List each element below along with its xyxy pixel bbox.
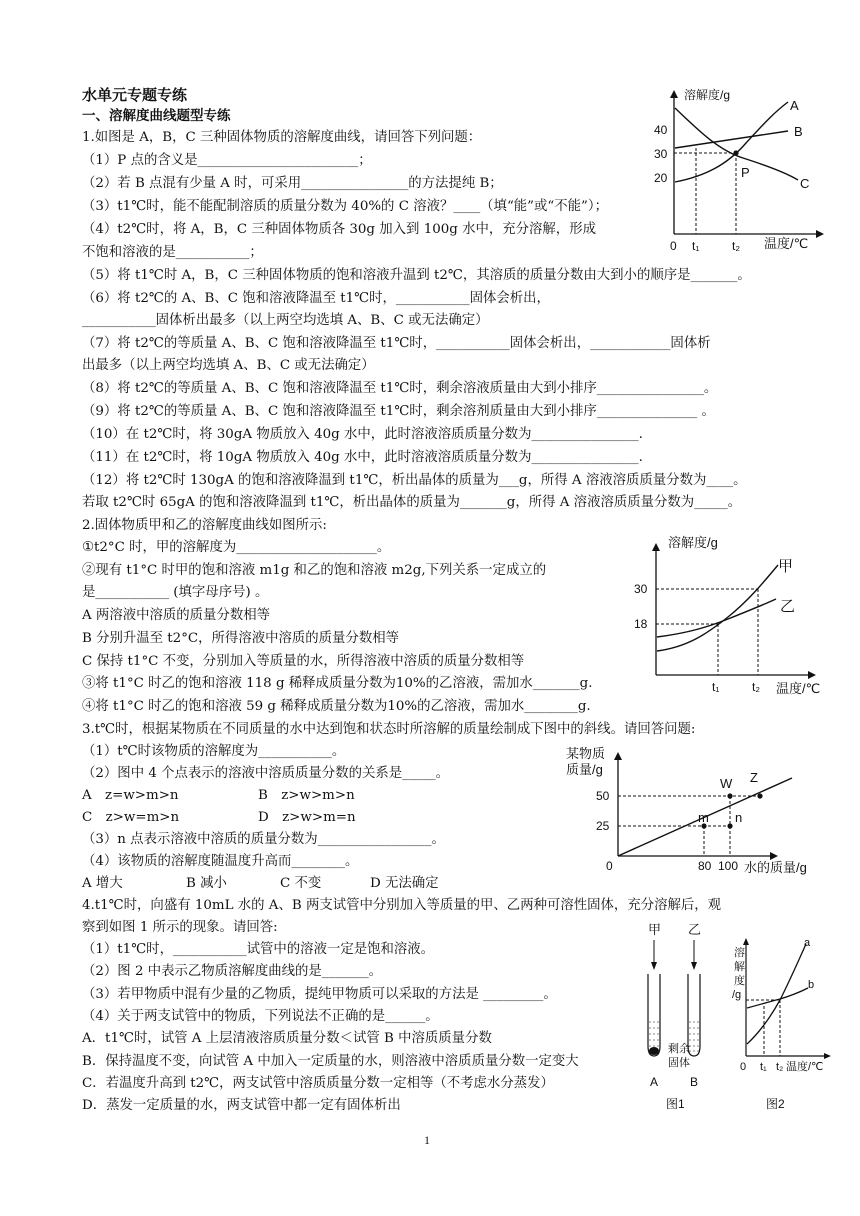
tube-label-b: B [690,1075,699,1089]
q1-line-7a: （7）将 t2℃的等质量 A、B、C 饱和溶液降温至 t1℃时，___________固体会析出，____________固体析 [82,336,711,351]
tick-100: 100 [718,859,739,873]
curve-a [747,944,806,1044]
q1-line-10: （10）在 t2℃时，将 30gA 物质放入 40g 水中，此时溶液溶质质量分数为________________. [82,427,643,442]
tick-t2: t₂ [776,1061,784,1073]
q2-line-4: ④将 t1°C 时乙的饱和溶液 59 g 稀释成质量分数为10%的乙溶液，需加水________g. [82,699,591,714]
label-a: a [804,937,811,949]
q4-option-d: D．蒸发一定质量的水，两支试管中都一定有固体析出 [82,1098,401,1113]
tick-t2: t₂ [752,680,760,694]
solubility-chart-ab [732,932,836,1118]
q3-option-d: D z>w>m=n [258,810,356,825]
q4-option-c: C．若温度升高到 t2℃，两支试管中溶质质量分数一定相等（不考虑水分蒸发） [82,1076,554,1091]
q2-option-b: B 分别升温至 t2°C，所得溶液中溶质的质量分数相等 [82,631,400,646]
q3-choice-a: A 增大 [82,876,123,891]
label-n: n [735,810,743,825]
y-axis-label-2: 质量/g [566,762,603,777]
y-axis-label-1: 某物质 [566,746,606,761]
q1-line-2: （2）若 B 点混有少量 A 时，可采用________________的方法提纯 B； [82,176,503,191]
curve-jia [657,565,778,651]
x-axis-label: 水的质量/g [744,860,807,875]
label-b: b [808,979,815,991]
caption-fig1: 图1 [666,1097,685,1111]
label-jia: 甲 [778,558,794,575]
label-a: A [790,98,799,113]
x-axis-label: 温度/℃ [786,1061,824,1073]
label-b: B [794,124,803,139]
q4-line-2: （2）图 2 中表示乙物质溶解度曲线的是_______。 [82,964,383,979]
point-w [727,793,732,798]
q3-line-1: （1）t℃时该物质的溶解度为___________。 [82,744,346,759]
q3-stem: 3.t℃时，根据某物质在不同质量的水中达到饱和状态时所溶解的质量绘制成下图中的斜线。请回答问题: [82,722,696,737]
y-axis-label-3: 度 [734,975,745,987]
mass-vs-water-chart [560,742,832,876]
label-w: W [720,776,733,791]
q3-line-4: （4）该物质的溶解度随温度升高而________。 [82,854,359,869]
q2-option-a: A 两溶液中溶质的质量分数相等 [82,608,271,623]
residue-a [649,1047,659,1055]
q4-option-a: A．t1℃时，试管 A 上层清液溶质质量分数＜试管 B 中溶质质量分数 [82,1031,492,1046]
q2-option-c: C 保持 t1°C 不变，分别加入等质量的水，所得溶液中溶质的质量分数相等 [82,654,525,669]
point-n [727,823,732,828]
q3-line-2: （2）图中 4 个点表示的溶液中溶质质量分数的关系是_____。 [82,766,450,781]
q1-line-4a: （4）t2℃时，将 A，B，C 三种固体物质各 30g 加入到 100g 水中，充分溶解，形成 [82,222,596,237]
tick-40: 40 [654,123,668,137]
tick-0: 0 [606,859,613,873]
y-axis-label: 溶解度/g [684,88,731,102]
residue-label-2: 固体 [668,1057,690,1069]
curve-a [675,102,788,182]
tick-30: 30 [634,582,648,596]
q2-line-1: ①t2°C 时，甲的溶解度为_____________________。 [82,540,391,555]
q1-line-4b: 不饱和溶液的是___________； [82,245,263,260]
q1-stem: 1.如图是 A，B，C 三种固体物质的溶解度曲线，请回答下列问题： [82,130,482,145]
caption-fig2: 图2 [766,1097,785,1111]
test-tubes-figure [636,918,730,1118]
page-number: 1 [424,1133,430,1147]
curve-b [675,131,788,148]
q1-line-7b: 出最多（以上两空均选填 A、B、C 或无法确定） [82,358,375,373]
q1-line-8: （8）将 t2℃的等质量 A、B、C 饱和溶液降温至 t1℃时，剩余溶液质量由大到小排序________________。 [82,381,718,396]
q3-choice-c: C 不变 [280,876,322,891]
tick-0: 0 [740,1061,747,1073]
q1-line-6b: ___________固体析出最多（以上两空均选填 A、B、C 或无法确定） [82,313,489,328]
q3-option-c: C z>w=m>n [82,810,180,825]
q3-option-a: A z=w>m>n [82,788,179,803]
tube-label-a: A [650,1075,659,1089]
tick-30: 30 [654,147,668,161]
q4-line-4: （4）关于两支试管中的物质，下列说法不正确的是______。 [82,1009,439,1024]
q3-option-b: B z>w>m>n [258,788,355,803]
q1-line-11: （11）在 t2℃时，将 10gA 物质放入 40g 水中，此时溶液溶质质量分数为________________. [82,450,643,465]
solubility-chart-jia-yi [628,533,840,705]
q4-stem-2: 察到如图 1 所示的现象。请回答: [82,920,278,935]
q2-line-3: ③将 t1°C 时乙的饱和溶液 118 g 稀释成质量分数为10%的乙溶液，需加水_______g. [82,676,593,691]
tick-t1: t₁ [760,1061,767,1073]
q1-line-9: （9）将 t2℃的等质量 A、B、C 饱和溶液降温至 t1℃时，剩余溶剂质量由大到小排序_______________ 。 [82,404,715,419]
q1-line-5: （5）将 t1℃时 A，B，C 三种固体物质的饱和溶液升温到 t2℃，其溶质的质量分数由大到小的顺序是_______。 [82,268,751,283]
y-axis-label-2: 解 [734,961,745,973]
tick-18: 18 [634,617,648,631]
q1-line-1: （1）P 点的含义是________________________； [82,153,372,168]
point-p [733,150,738,155]
q1-line-6a: （6）将 t2℃的 A、B、C 饱和溶液降温至 t1℃时，___________固体会析出， [82,291,550,306]
tick-20: 20 [654,171,668,185]
q4-line-1: （1）t1℃时，___________试管中的溶液一定是饱和溶液。 [82,942,435,957]
x-axis-label: 温度/℃ [764,236,809,251]
tick-t1: t₁ [692,239,700,253]
label-yi: 乙 [688,922,702,937]
q1-line-3: （3）t1℃时，能不能配制溶质的质量分数为 40%的 C 溶液？____（填“能”或“不能”）； [82,199,608,214]
q4-line-3: （3）若甲物质中混有少量的乙物质，提纯甲物质可以采取的方法是 _________。 [82,987,557,1002]
page-title: 水单元专题专练 [82,86,188,104]
tick-0: 0 [670,239,677,253]
label-yi: 乙 [780,598,796,615]
q3-choice-b: B 减小 [186,876,227,891]
q1-line-12a: （12）将 t2℃时 130gA 的饱和溶液降温到 t1℃，析出晶体的质量为___g，所得 A 溶液溶质质量分数为____。 [82,473,747,488]
solubility-chart-abc [648,86,828,256]
tick-25: 25 [596,819,610,833]
tick-80: 80 [698,859,712,873]
q3-choice-d: D 无法确定 [370,876,439,891]
tick-50: 50 [596,789,610,803]
tick-t2: t₂ [732,239,740,253]
q1-line-12b: 若取 t2℃时 65gA 的饱和溶液降温到 t1℃，析出晶体的质量为_______g，所得 A 溶液溶质质量分数为_____。 [82,495,742,510]
point-z [757,793,762,798]
section-heading: 一、溶解度曲线题型专练 [82,108,231,124]
q2-line-2b: 是___________ (填字母序号) 。 [82,585,269,600]
label-jia: 甲 [648,922,662,937]
x-axis-label: 温度/℃ [776,681,821,696]
q4-stem-1: 4.t1℃时，向盛有 10mL 水的 A、B 两支试管中分别加入等质量的甲、乙两种可溶性固体，充分溶解后，观 [82,898,722,913]
q4-option-b: B．保持温度不变，向试管 A 中加入一定质量的水，则溶液中溶质质量分数一定变大 [82,1054,579,1069]
y-axis-label-1: 溶 [734,947,745,959]
label-c: C [800,176,810,191]
q2-line-2a: ②现有 t1°C 时甲的饱和溶液 m1g 和乙的饱和溶液 m2g,下列关系一定成立的 [82,563,547,578]
q3-line-3: （3）n 点表示溶液中溶质的质量分数为_________________。 [82,832,445,847]
y-axis-label-4: /g [732,989,742,1001]
liquid-b [689,1022,699,1051]
tick-t1: t₁ [712,680,720,694]
q2-stem: 2.固体物质甲和乙的溶解度曲线如图所示: [82,518,327,533]
residue-label-1: 剩余 [668,1043,690,1055]
label-p: P [741,165,750,180]
label-z: Z [750,770,758,785]
y-axis-label: 溶解度/g [668,535,718,550]
label-m: m [698,810,709,825]
